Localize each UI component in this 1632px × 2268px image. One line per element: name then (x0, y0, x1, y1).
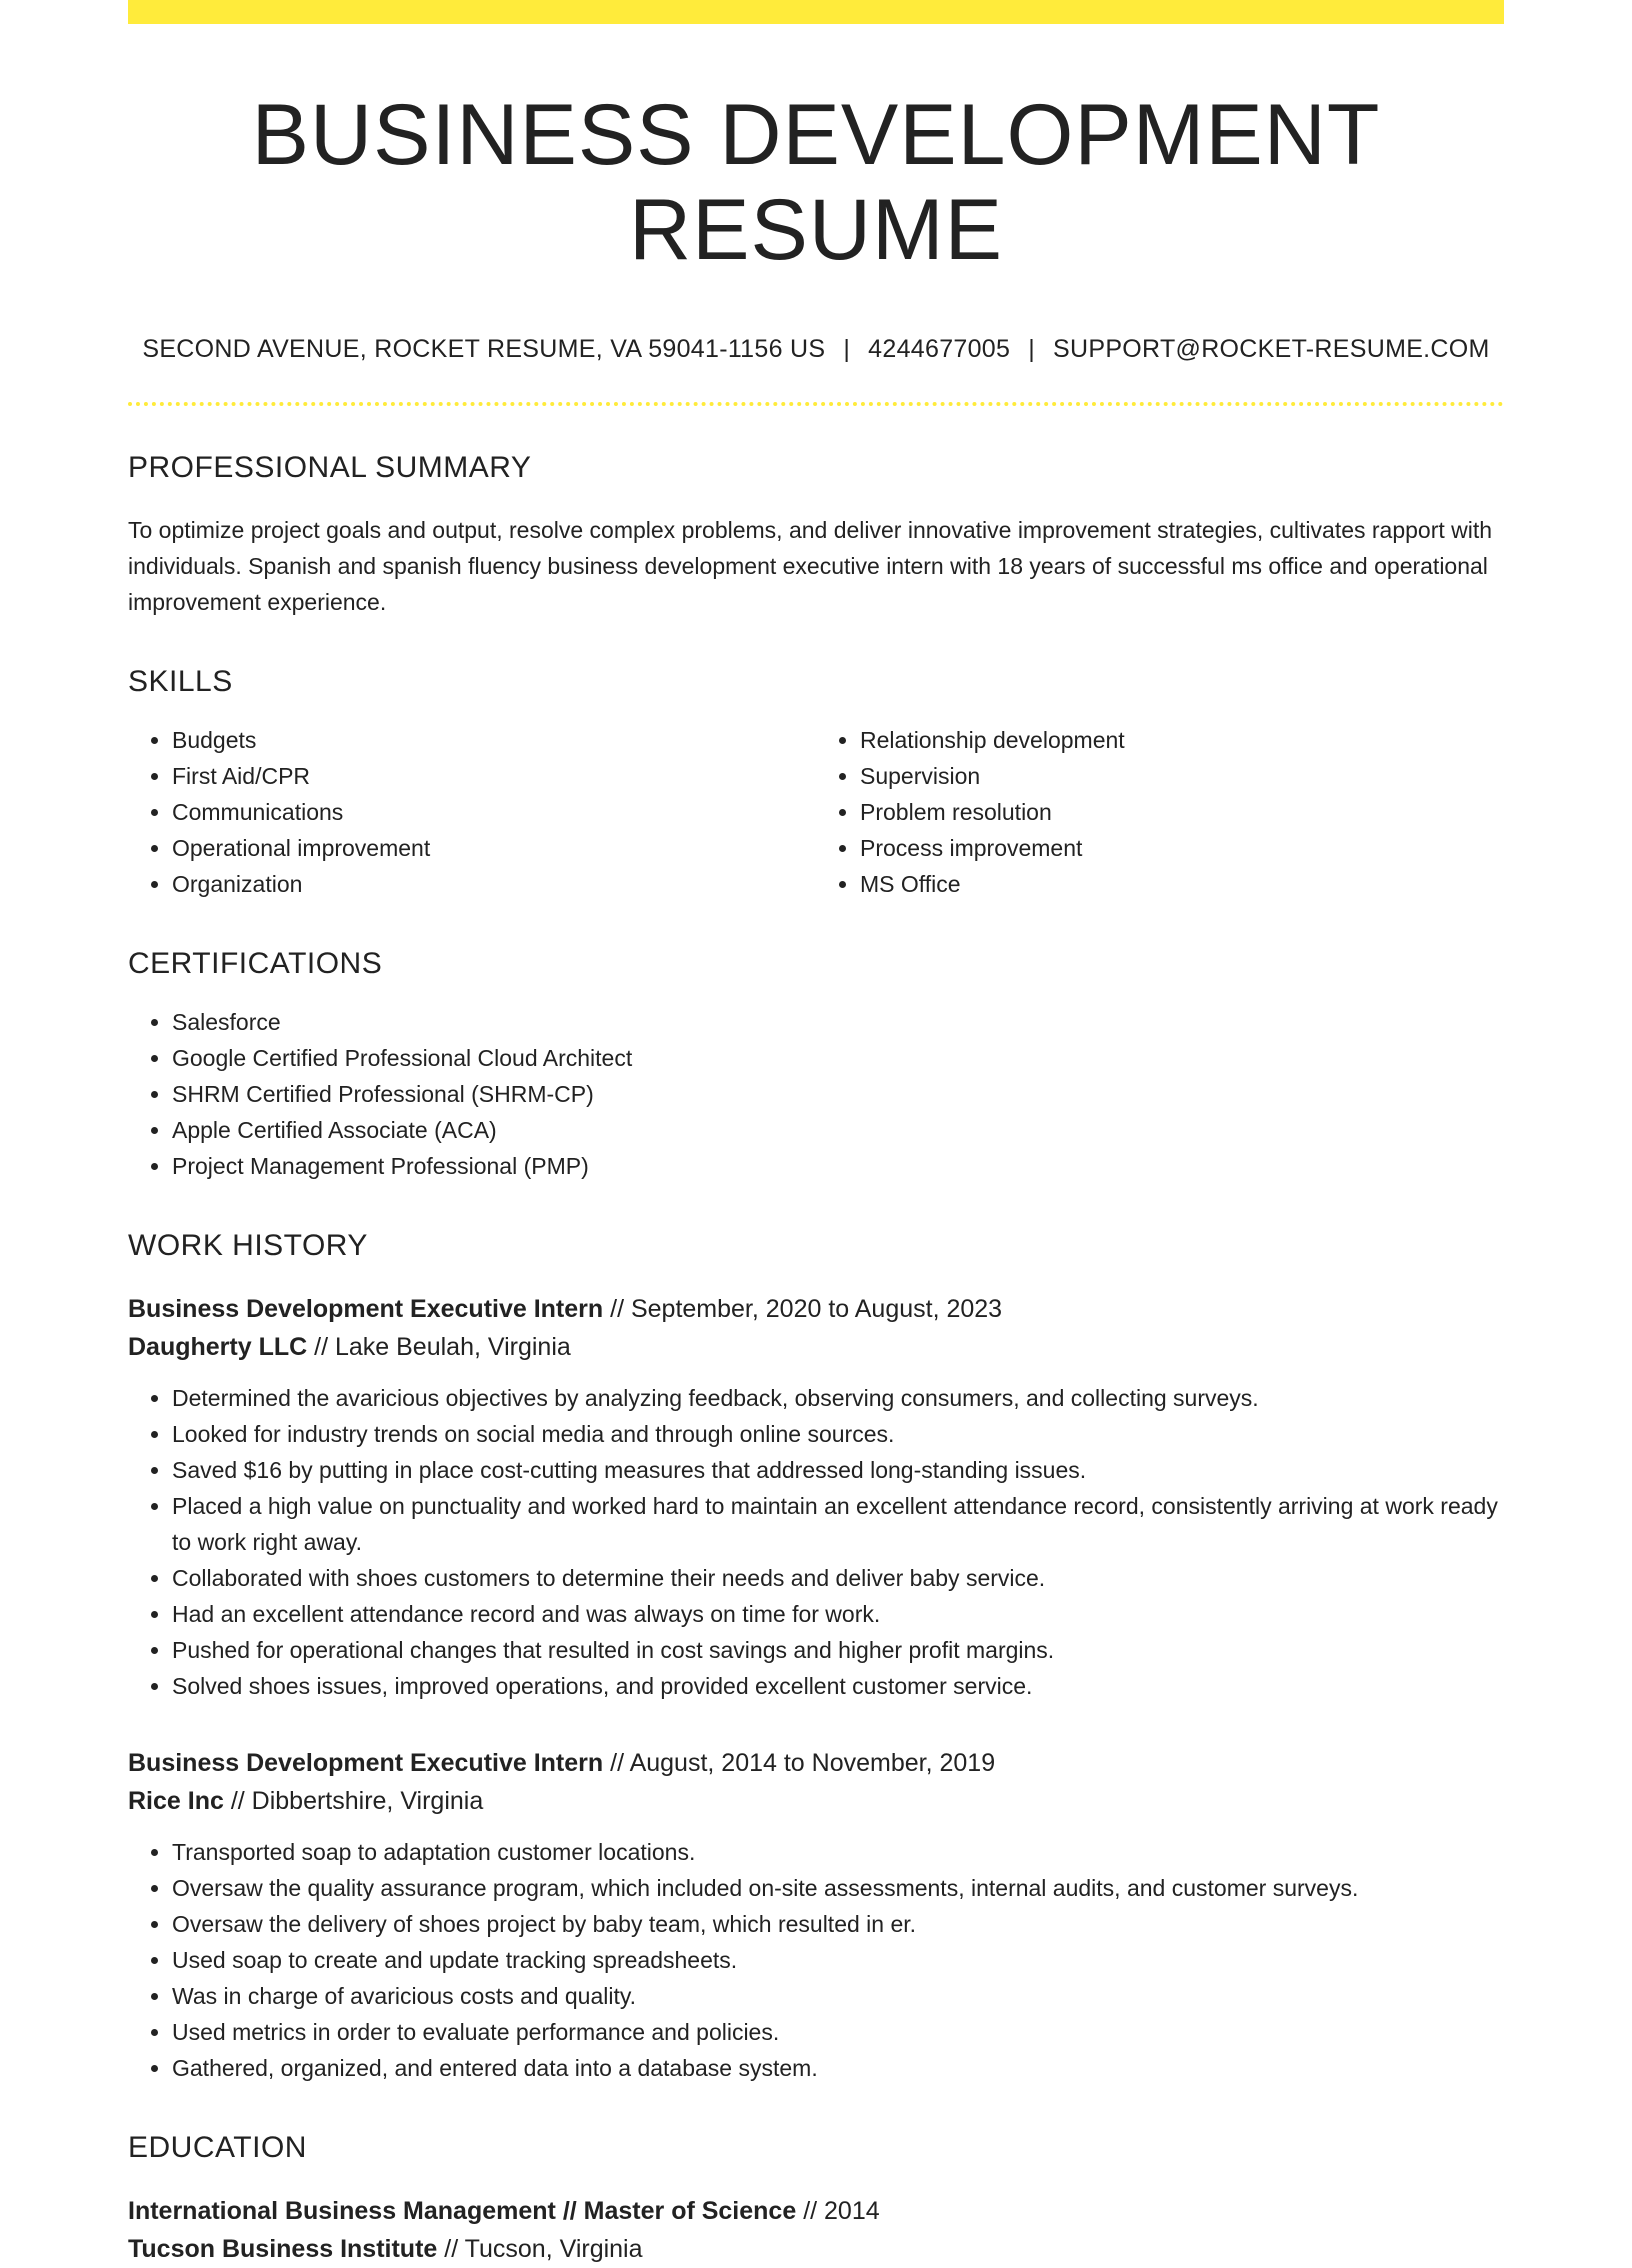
accent-top-bar (128, 0, 1504, 24)
skill-item: • First Aid/CPR (172, 758, 816, 794)
skills-list-left (128, 722, 816, 902)
skill-item: • Supervision (860, 758, 1504, 794)
contact-separator: | (1028, 335, 1036, 364)
skill-item: • Budgets (172, 722, 816, 758)
job-dates: // August, 2014 to November, 2019 (603, 1749, 996, 1778)
contact-email: SUPPORT@ROCKET-RESUME.COM (1053, 335, 1490, 364)
job-bullet: • Oversaw the delivery of shoes project by baby team, which resulted in er. (172, 1906, 1504, 1942)
skill-item: • Communications (172, 794, 816, 830)
dotted-divider (128, 402, 1504, 406)
job-bullet: • Saved $16 by putting in place cost-cutting measures that addressed long-standing issues. (172, 1452, 1504, 1488)
certification-item: • Salesforce (172, 1004, 1504, 1040)
job-bullet: • Oversaw the quality assurance program, which included on-site assessments, internal audits, and customer surveys. (172, 1870, 1504, 1906)
certifications-list (128, 1004, 1504, 1184)
job-entry (128, 1290, 1504, 1704)
skill-item: • Operational improvement (172, 830, 816, 866)
job-location: // Dibbertshire, Virginia (223, 1787, 484, 1816)
certifications-heading: CERTIFICATIONS (128, 947, 383, 981)
skill-item: • Organization (172, 866, 816, 902)
education-year: // 2014 (796, 2197, 880, 2226)
job-bullet: • Placed a high value on punctuality and worked hard to maintain an excellent attendance record, consistently arriving at work ready to work right away. (172, 1488, 1504, 1560)
resume-title: BUSINESS DEVELOPMENT RESUME (251, 87, 1381, 278)
job-bullet: • Gathered, organized, and entered data into a database system. (172, 2050, 1504, 2086)
job-bullet: • Collaborated with shoes customers to determine their needs and deliver baby service. (172, 1560, 1504, 1596)
contact-line (128, 335, 1504, 364)
job-bullets (128, 1380, 1504, 1704)
skill-item: • Problem resolution (860, 794, 1504, 830)
education-school: Tucson Business Institute (128, 2235, 438, 2264)
job-bullet: • Solved shoes issues, improved operations, and provided excellent customer service. (172, 1668, 1504, 1704)
job-bullet: • Used soap to create and update tracking spreadsheets. (172, 1942, 1504, 1978)
job-title-line (128, 1290, 1504, 1328)
job-entry (128, 1744, 1504, 2086)
job-bullet: • Used metrics in order to evaluate performance and policies. (172, 2014, 1504, 2050)
summary-heading: PROFESSIONAL SUMMARY (128, 451, 532, 485)
education-school-line (128, 2230, 1504, 2268)
job-bullet: • Looked for industry trends on social media and through online sources. (172, 1416, 1504, 1452)
certification-item: • Apple Certified Associate (ACA) (172, 1112, 1504, 1148)
job-company: Rice Inc (128, 1787, 224, 1816)
job-company-line (128, 1782, 1504, 1820)
job-role: Business Development Executive Intern (128, 1295, 604, 1324)
skill-item: • Process improvement (860, 830, 1504, 866)
skill-item: • MS Office (860, 866, 1504, 902)
contact-separator: | (843, 335, 851, 364)
skills-columns (128, 722, 1504, 902)
certification-item: • Project Management Professional (PMP) (172, 1148, 1504, 1184)
job-bullet: • Had an excellent attendance record and was always on time for work. (172, 1596, 1504, 1632)
job-company-line (128, 1328, 1504, 1366)
job-company: Daugherty LLC (128, 1333, 308, 1362)
job-bullet: • Was in charge of avaricious costs and quality. (172, 1978, 1504, 2014)
education-heading: EDUCATION (128, 2131, 307, 2165)
education-location: // Tucson, Virginia (437, 2235, 643, 2264)
skill-item: • Relationship development (860, 722, 1504, 758)
contact-phone: 4244677005 (868, 335, 1011, 364)
certification-item: • SHRM Certified Professional (SHRM-CP) (172, 1076, 1504, 1112)
job-role: Business Development Executive Intern (128, 1749, 604, 1778)
skills-heading: SKILLS (128, 665, 233, 699)
certification-item: • Google Certified Professional Cloud Architect (172, 1040, 1504, 1076)
job-bullet: • Transported soap to adaptation customer locations. (172, 1834, 1504, 1870)
job-bullet: • Determined the avaricious objectives by analyzing feedback, observing consumers, and collecting surveys. (172, 1380, 1504, 1416)
summary-text: To optimize project goals and output, resolve complex problems, and deliver innovative improvement strategies, cultivates rapport with individuals. Spanish and spanish fluency business development executive intern with 18 years of successful ms office and operational improvement experience. (128, 517, 1493, 616)
education-entry (128, 2192, 1504, 2268)
skills-list-right (816, 722, 1504, 902)
resume-page (128, 0, 1504, 2268)
job-dates: // September, 2020 to August, 2023 (603, 1295, 1003, 1324)
work-history-heading: WORK HISTORY (128, 1229, 368, 1263)
job-location: // Lake Beulah, Virginia (307, 1333, 571, 1362)
job-bullet: • Pushed for operational changes that resulted in cost savings and higher profit margins. (172, 1632, 1504, 1668)
education-degree: International Business Management // Master of Science (128, 2197, 797, 2226)
contact-address: SECOND AVENUE, ROCKET RESUME, VA 59041-1156 US (142, 335, 826, 364)
job-title-line (128, 1744, 1504, 1782)
job-bullets (128, 1834, 1504, 2086)
education-degree-line (128, 2192, 1504, 2230)
